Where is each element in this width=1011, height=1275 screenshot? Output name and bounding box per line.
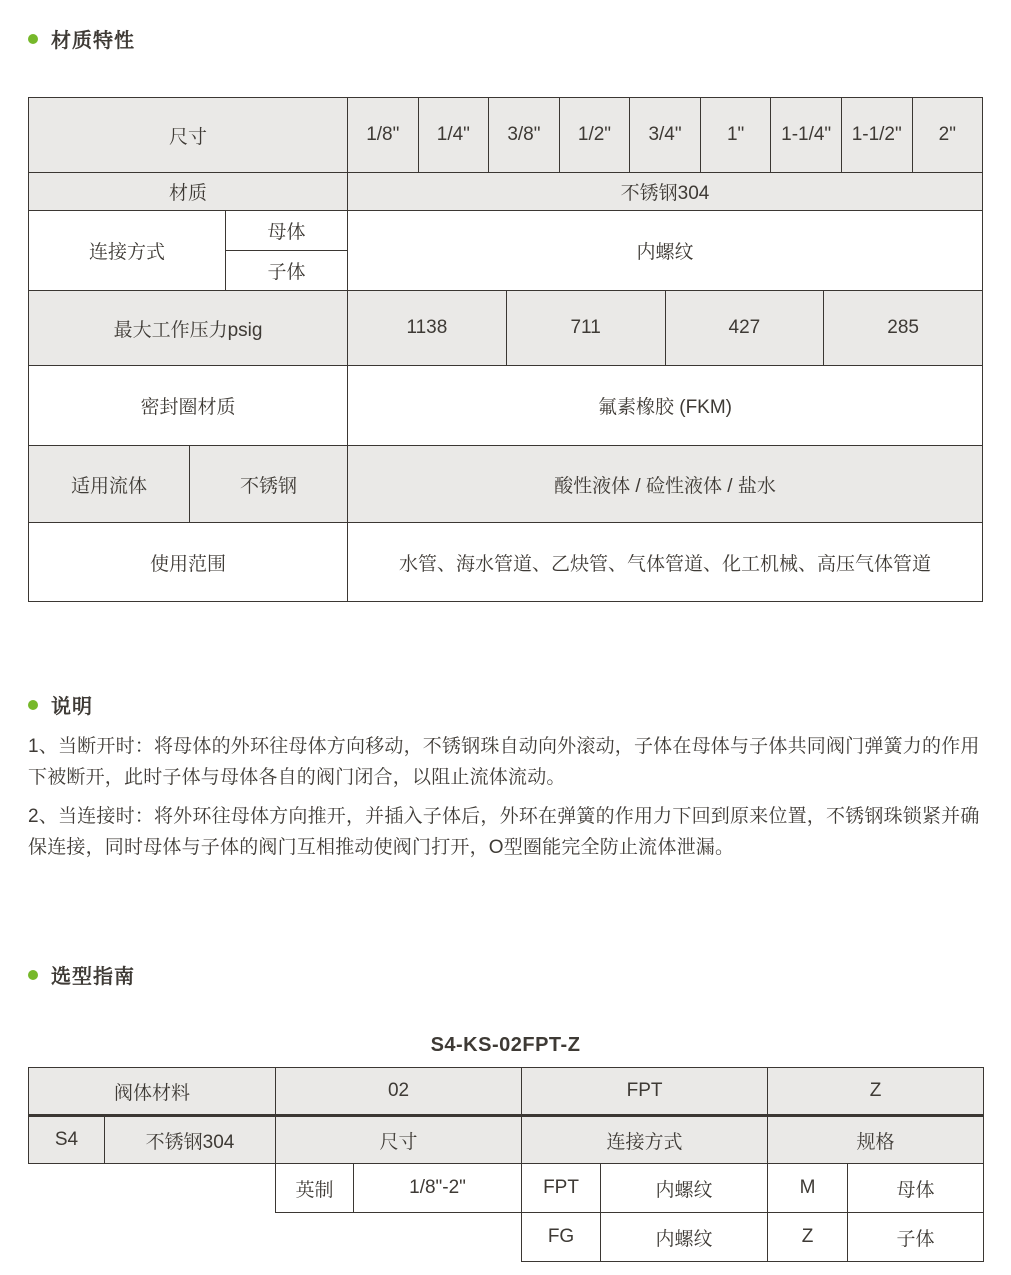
code-body-material: 阀体材料	[29, 1068, 276, 1116]
section-title: 选型指南	[51, 966, 135, 988]
selection-row-categories	[29, 1116, 984, 1164]
option-z-code: Z	[768, 1213, 848, 1262]
size-cell: 1/2"	[560, 98, 631, 172]
s4-meaning: 不锈钢304	[105, 1116, 276, 1164]
model-code: S4-KS-02FPT-Z	[430, 1034, 581, 1056]
option-fpt-meaning: 内螺纹	[601, 1164, 768, 1213]
table-row-material	[29, 173, 982, 211]
size-cell: 3/4"	[630, 98, 701, 172]
pressure-value: 285	[824, 291, 982, 365]
empty-cell	[29, 1164, 276, 1213]
table-row-connection	[29, 211, 982, 291]
size-row-label: 尺寸	[29, 98, 348, 172]
fluid-value: 酸性液体 / 硷性液体 / 盐水	[348, 446, 982, 522]
pressure-value: 1138	[348, 291, 507, 365]
table-row-fluid	[29, 446, 982, 523]
size-cell: 1-1/4"	[771, 98, 842, 172]
size-cell: 2"	[913, 98, 983, 172]
selection-row-options-2	[29, 1213, 984, 1262]
table-row-size	[29, 98, 982, 173]
option-imperial: 英制	[276, 1164, 354, 1213]
material-value: 不锈钢304	[348, 173, 982, 210]
code-size: 02	[276, 1068, 522, 1116]
pressure-row-label: 最大工作压力psig	[29, 291, 348, 365]
table-row-seal	[29, 366, 982, 446]
section-selection-guide	[28, 960, 135, 989]
size-cell: 1"	[701, 98, 772, 172]
pressure-value: 711	[507, 291, 666, 365]
connection-value: 内螺纹	[636, 242, 694, 263]
table-row-pressure	[29, 291, 982, 366]
size-cell: 1-1/2"	[842, 98, 913, 172]
option-fg-code: FG	[522, 1213, 601, 1262]
green-bullet-icon	[28, 34, 38, 44]
material-row-label: 材质	[29, 173, 348, 210]
option-size-range: 1/8"-2"	[354, 1164, 522, 1213]
option-fg-meaning: 内螺纹	[601, 1213, 768, 1262]
size-cell: 1/4"	[419, 98, 490, 172]
usage-value: 水管、海水管道、乙炔管、气体管道、化工机械、高压气体管道	[398, 553, 931, 575]
option-z-meaning: 子体	[848, 1213, 984, 1262]
fluid-row-label: 适用流体	[29, 446, 190, 522]
connection-row-label: 连接方式	[29, 211, 226, 290]
pressure-value: 427	[666, 291, 825, 365]
usage-row-label: 使用范围	[29, 523, 348, 601]
material-spec-table	[28, 97, 983, 602]
category-size: 尺寸	[276, 1116, 522, 1164]
category-spec: 规格	[768, 1116, 984, 1164]
section-material-properties	[28, 24, 135, 53]
category-connection: 连接方式	[522, 1116, 768, 1164]
code-spec: Z	[768, 1068, 984, 1116]
option-m-code: M	[768, 1164, 848, 1213]
selection-guide-table	[28, 1067, 984, 1262]
table-row-usage	[29, 523, 982, 601]
code-s4: S4	[29, 1116, 105, 1164]
seal-value: 氟素橡胶 (FKM)	[597, 397, 733, 418]
code-connection: FPT	[522, 1068, 768, 1116]
connection-subcolumn	[226, 211, 348, 290]
section-title: 说明	[51, 696, 93, 718]
selection-row-options-1	[29, 1164, 984, 1213]
fluid-sub-label: 不锈钢	[190, 446, 348, 522]
empty-cell	[29, 1213, 522, 1262]
note-paragraph-2: 2、当连接时：将外环往母体方向推开，并插入子体后，外环在弹簧的作用力下回到原来位置，不锈钢珠锁紧并确保连接，同时母体与子体的阀门互相推动使阀门打开，O型圈能完全防止流体泄漏。	[28, 806, 980, 858]
connection-sub-female: 母体	[226, 211, 347, 251]
green-bullet-icon	[28, 700, 38, 710]
section-title: 材质特性	[51, 30, 135, 52]
section-notes	[28, 690, 93, 719]
selection-row-codes	[29, 1068, 984, 1116]
size-cell: 3/8"	[489, 98, 560, 172]
green-bullet-icon	[28, 970, 38, 980]
option-m-meaning: 母体	[848, 1164, 984, 1213]
size-cell: 1/8"	[348, 98, 419, 172]
seal-row-label: 密封圈材质	[29, 366, 348, 445]
note-paragraph-1: 1、当断开时：将母体的外环往母体方向移动，不锈钢珠自动向外滚动，子体在母体与子体共同阀门弹簧力的作用下被断开，此时子体与母体各自的阀门闭合，以阻止流体流动。	[28, 736, 980, 788]
connection-sub-male: 子体	[267, 262, 306, 283]
option-fpt-code: FPT	[522, 1164, 601, 1213]
